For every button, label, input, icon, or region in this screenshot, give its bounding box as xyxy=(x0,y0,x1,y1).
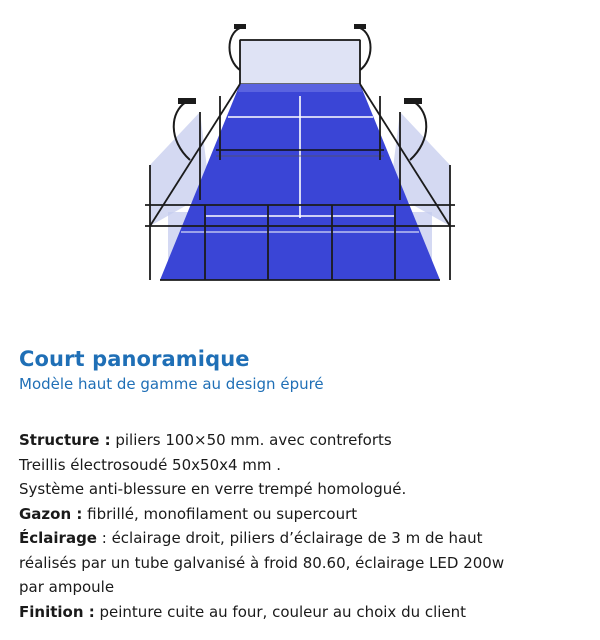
spec-text: piliers 100×50 mm. avec contreforts xyxy=(110,431,392,449)
spec-label: Structure : xyxy=(19,431,111,449)
spec-list xyxy=(19,428,589,624)
spec-text: Système anti-blessure en verre trempé homologué. xyxy=(19,480,407,498)
spec-text: : éclairage droit, piliers d’éclairage de 3 m de haut xyxy=(96,529,483,547)
spec-text: par ampoule xyxy=(19,578,115,596)
spec-text: peinture cuite au four, couleur au choix du client xyxy=(94,602,467,621)
spec-label: Éclairage xyxy=(19,529,97,547)
page-title: Court panoramique xyxy=(19,347,250,371)
spec-label: Gazon : xyxy=(19,504,83,523)
spec-finition xyxy=(19,600,589,625)
spec-text: Treillis électrosoudé 50x50x4 mm . xyxy=(19,455,282,474)
spec-text: réalisés par un tube galvanisé à froid 80.60, éclairage LED 200w xyxy=(19,553,505,572)
spec-eclairage xyxy=(19,526,589,551)
spec-label: Finition : xyxy=(19,602,95,621)
spec-gazon xyxy=(19,502,589,527)
spec-text: fibrillé, monofilament ou supercourt xyxy=(82,504,358,523)
page-subtitle: Modèle haut de gamme au design épuré xyxy=(19,375,324,393)
spec-structure xyxy=(19,428,589,453)
